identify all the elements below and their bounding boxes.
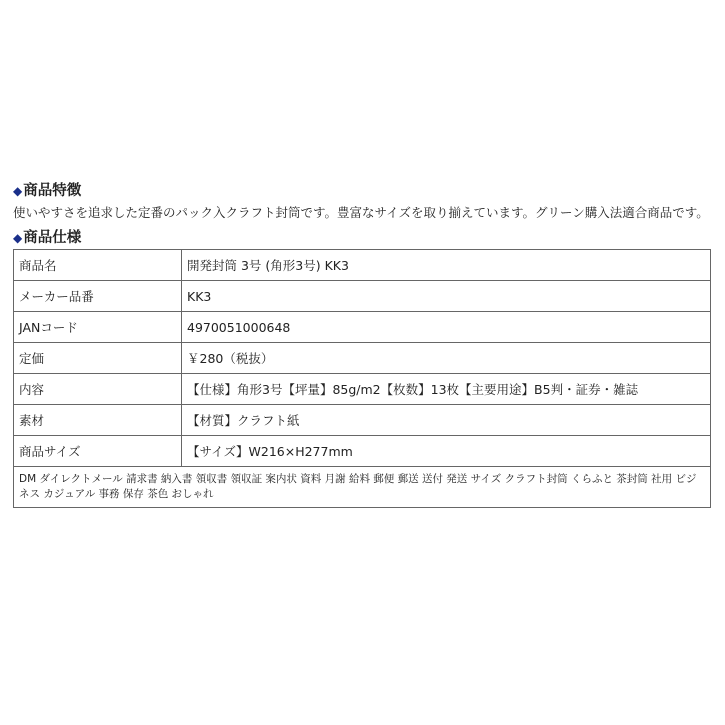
- spec-table: [13, 249, 711, 508]
- table-row: [14, 312, 711, 343]
- spec-key: 商品名: [14, 250, 182, 281]
- specs-heading: [13, 227, 713, 249]
- spec-value: 4970051000648: [182, 312, 711, 343]
- spec-value: 【材質】クラフト紙: [182, 405, 711, 436]
- features-text: 使いやすさを追求した定番のパック入クラフト封筒です。豊富なサイズを取り揃えています。グリーン購入法適合商品です。: [13, 205, 709, 220]
- product-description: [13, 180, 713, 508]
- table-row: [14, 374, 711, 405]
- table-row: [14, 343, 711, 374]
- specs-heading-text: 商品仕様: [23, 230, 82, 246]
- table-row: [14, 405, 711, 436]
- spec-value: 開発封筒 3号 (角形3号) KK3: [182, 250, 711, 281]
- spec-key: 素材: [14, 405, 182, 436]
- search-tags: DM ダイレクトメール 請求書 納入書 領収書 領収証 案内状 資料 月謝 給料 郵便 郵送 送付 発送 サイズ クラフト封筒 くらふと 茶封筒 社用 ビジネス カジュアル 事務 保存 茶色 おしゃれ: [14, 467, 711, 508]
- diamond-bullet-icon: ◆: [13, 184, 23, 198]
- table-row: [14, 250, 711, 281]
- spec-value: ￥280（税抜）: [182, 343, 711, 374]
- spec-key: 内容: [14, 374, 182, 405]
- table-row: [14, 436, 711, 467]
- table-row-tags: [14, 467, 711, 508]
- spec-key: 商品サイズ: [14, 436, 182, 467]
- table-row: [14, 281, 711, 312]
- diamond-bullet-icon: ◆: [13, 231, 23, 245]
- spec-value: KK3: [182, 281, 711, 312]
- spec-value: 【仕様】角形3号【坪量】85g/m2【枚数】13枚【主要用途】B5判・証券・雑誌: [182, 374, 711, 405]
- spec-value: 【サイズ】W216×H277mm: [182, 436, 711, 467]
- spec-key: メーカー品番: [14, 281, 182, 312]
- features-heading: [13, 180, 713, 202]
- spec-key: 定価: [14, 343, 182, 374]
- spec-key: JANコード: [14, 312, 182, 343]
- features-heading-text: 商品特徴: [23, 183, 82, 199]
